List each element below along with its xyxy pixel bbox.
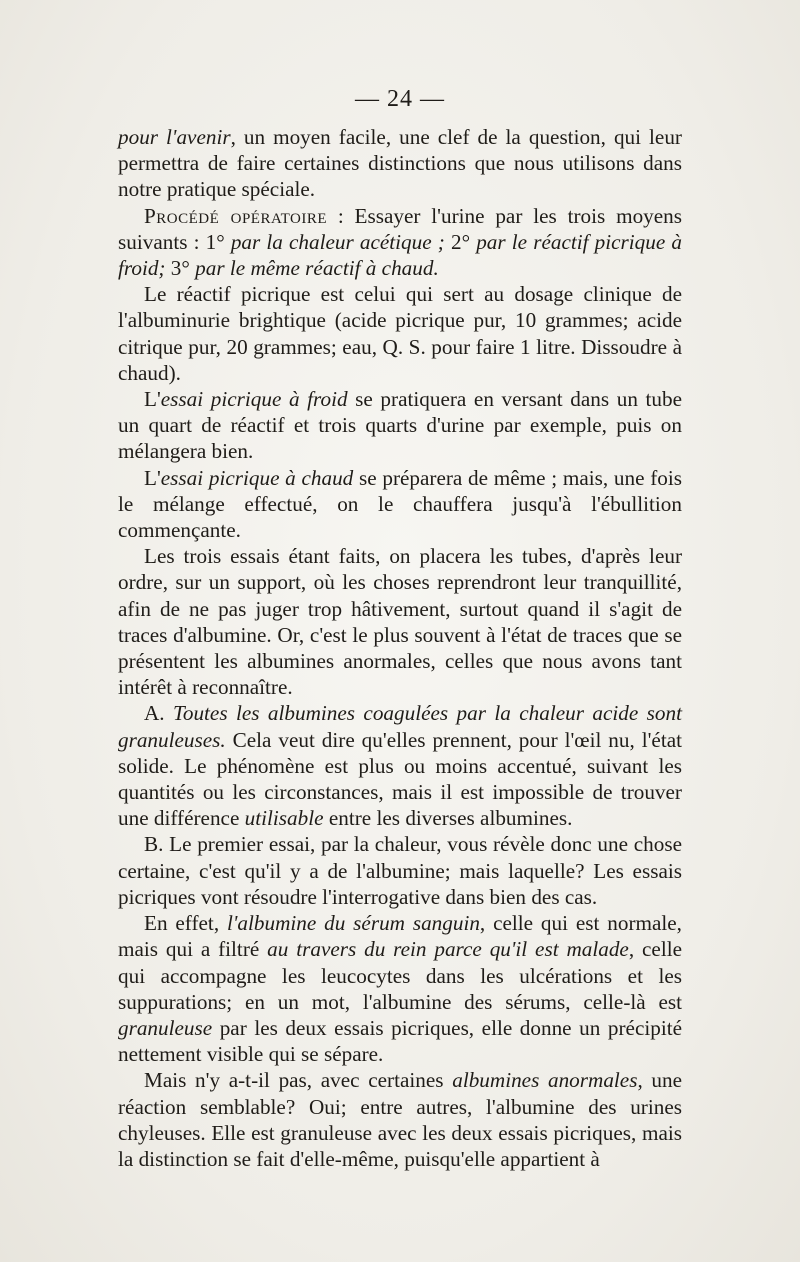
text-run: 3°	[165, 256, 196, 281]
paragraph-1	[118, 203, 682, 282]
text-run: se pratiquera en versant dans un tube un quart de réactif et trois quarts d'urine par exemple, puis on mélangera bien.	[118, 387, 682, 464]
paragraph-5: Les trois essais étant faits, on placera les tubes, d'après leur ordre, sur un support, où les choses reprendront leur tranquillité, afin de ne pas juger trop hâtivement, surtout quand il s'agit de traces d'albumine. Or, c'est le plus souvent à l'état de traces que se présentent les albumines anormales, celles que nous avons tant intérêt à reconnaître.	[118, 544, 682, 700]
paragraph-8	[118, 910, 682, 1067]
text-run: 2°	[444, 229, 477, 254]
italic-phrase: par le réactif picrique à froid;	[118, 229, 682, 281]
italic-phrase: utilisable	[244, 806, 324, 831]
text-run: En effet,	[144, 911, 227, 936]
body-text	[118, 124, 682, 1172]
paragraph-4	[118, 465, 682, 544]
paragraph-3	[118, 386, 682, 465]
paragraph-2: Le réactif picrique est celui qui sert au dosage clinique de l'albuminurie brightique (acide picrique pur, 10 grammes; acide citrique pur, 20 grammes; eau, Q. S. pour faire 1 litre. Dissoudre à chaud).	[118, 282, 682, 385]
paragraph-0	[118, 124, 682, 203]
italic-phrase: granuleuse	[118, 1015, 213, 1040]
text-run: : Essayer l'urine par les trois moyens suivants : 1°	[118, 203, 682, 254]
paragraph-7: B. Le premier essai, par la chaleur, vous révèle donc une chose certaine, c'est qu'il y a de l'albumine; mais laquelle? Les essais picriques vont résoudre l'interrogative dans bien des cas.	[118, 832, 682, 909]
section-heading: Procédé opératoire	[144, 203, 328, 228]
text-run: L'	[144, 465, 161, 490]
italic-phrase: l'albumine du sérum sanguin	[226, 911, 480, 936]
text-run: , un moyen facile, une clef de la question, qui leur permettra de faire certaines distinctions que nous utilisons dans notre pratique spéciale.	[118, 125, 682, 202]
italic-phrase: albumines anormales	[452, 1068, 638, 1093]
text-run: Cela veut dire qu'elles prennent, pour l'œil nu, l'état solide. Le phénomène est plus ou moins accentué, suivant les quantités ou les circonstances, mais il est impossible de trouver une différence	[118, 727, 682, 831]
italic-phrase: par la chaleur acétique ;	[230, 229, 445, 254]
paragraph-6	[118, 700, 682, 831]
page-number: — 24 —	[355, 86, 445, 112]
italic-phrase: essai picrique à chaud	[160, 465, 354, 490]
text-run: , celle qui est normale, mais qui a filtré	[118, 911, 682, 962]
text-run: , celle qui accompagne les leucocytes dans les ulcérations et les suppurations; en un mot, l'albumine des sérums, celle-là est	[118, 937, 682, 1014]
text-run: se préparera de même ; mais, une fois le mélange effectué, on le chauffera jusqu'à l'ébullition commençante.	[118, 465, 682, 543]
italic-phrase: Toutes les albumines coagulées par la chaleur acide sont granuleuses.	[118, 701, 683, 752]
text-run: A.	[144, 701, 174, 726]
paragraph-9	[118, 1067, 682, 1172]
text-run: , une réaction semblable? Oui; entre autres, l'albumine des urines chyleuses. Elle est granuleuse avec les deux essais picriques, mais la distinction se fait d'elle-même, puisqu'elle appartient à	[118, 1068, 683, 1171]
text-run: entre les diverses albumines.	[323, 806, 573, 831]
italic-phrase: essai picrique à froid	[160, 387, 348, 412]
italic-phrase: pour l'avenir	[118, 125, 231, 149]
italic-phrase: par le même réactif à chaud.	[195, 256, 439, 281]
text-run: L'	[144, 387, 161, 412]
text-run: par les deux essais picriques, elle donne un précipité nettement visible qui se sépare.	[118, 1015, 682, 1067]
text-run: Mais n'y a-t-il pas, avec certaines	[144, 1068, 453, 1093]
italic-phrase: au travers du rein parce qu'il est malade	[267, 937, 629, 962]
